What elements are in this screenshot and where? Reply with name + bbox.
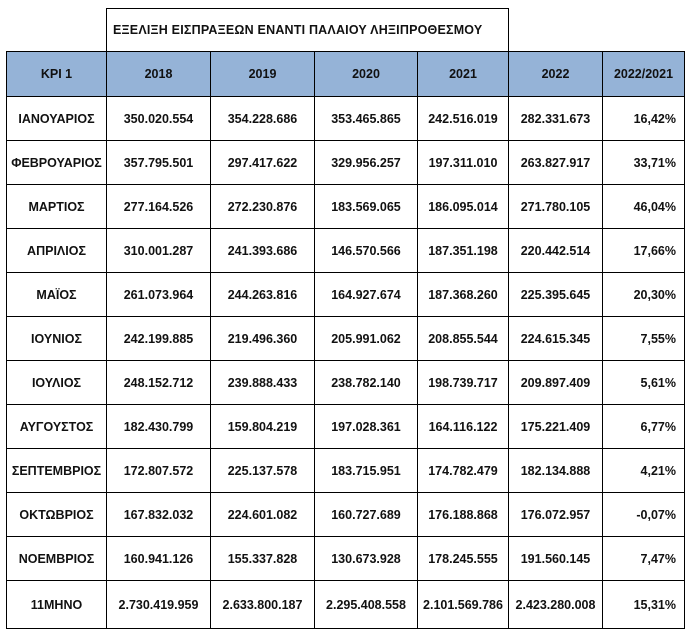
cell-month: ΜΑΪΟΣ <box>7 273 107 317</box>
cell-year-2019: 224.601.082 <box>211 493 315 537</box>
cell-year-2020: 146.570.566 <box>315 229 418 273</box>
cell-month: ΟΚΤΩΒΡΙΟΣ <box>7 493 107 537</box>
cell-year-2019: 225.137.578 <box>211 449 315 493</box>
cell-change: 5,61% <box>603 361 685 405</box>
cell-year-2018: 248.152.712 <box>107 361 211 405</box>
cell-change: 16,42% <box>603 97 685 141</box>
cell-change: -0,07% <box>603 493 685 537</box>
cell-month: ΦΕΒΡΟΥΑΡΙΟΣ <box>7 141 107 185</box>
cell-month: 11ΜΗΝΟ <box>7 581 107 629</box>
table-row <box>7 141 685 185</box>
table-row <box>7 361 685 405</box>
cell-year-2020: 329.956.257 <box>315 141 418 185</box>
cell-year-2022: 271.780.105 <box>509 185 603 229</box>
cell-year-2020: 2.295.408.558 <box>315 581 418 629</box>
table-row <box>7 229 685 273</box>
cell-year-2018: 242.199.885 <box>107 317 211 361</box>
header-2021: 2021 <box>418 52 509 97</box>
header-change: 2022/2021 <box>603 52 685 97</box>
cell-year-2020: 164.927.674 <box>315 273 418 317</box>
cell-year-2019: 297.417.622 <box>211 141 315 185</box>
cell-year-2020: 238.782.140 <box>315 361 418 405</box>
total-row <box>7 581 685 629</box>
cell-year-2020: 353.465.865 <box>315 97 418 141</box>
header-row <box>7 52 685 97</box>
cell-year-2022: 209.897.409 <box>509 361 603 405</box>
cell-year-2021: 176.188.868 <box>418 493 509 537</box>
cell-change: 6,77% <box>603 405 685 449</box>
cell-year-2019: 219.496.360 <box>211 317 315 361</box>
cell-year-2021: 186.095.014 <box>418 185 509 229</box>
table-row <box>7 185 685 229</box>
cell-change: 7,47% <box>603 537 685 581</box>
cell-year-2021: 2.101.569.786 <box>418 581 509 629</box>
cell-year-2018: 172.807.572 <box>107 449 211 493</box>
cell-year-2022: 2.423.280.008 <box>509 581 603 629</box>
cell-year-2020: 197.028.361 <box>315 405 418 449</box>
cell-year-2022: 282.331.673 <box>509 97 603 141</box>
title-spacer <box>7 9 107 52</box>
cell-year-2019: 272.230.876 <box>211 185 315 229</box>
header-2022: 2022 <box>509 52 603 97</box>
cell-year-2018: 277.164.526 <box>107 185 211 229</box>
cell-change: 4,21% <box>603 449 685 493</box>
cell-year-2020: 130.673.928 <box>315 537 418 581</box>
cell-year-2022: 191.560.145 <box>509 537 603 581</box>
cell-month: ΙΟΥΛΙΟΣ <box>7 361 107 405</box>
collections-table <box>6 8 685 629</box>
cell-year-2022: 224.615.345 <box>509 317 603 361</box>
cell-year-2021: 164.116.122 <box>418 405 509 449</box>
cell-change: 17,66% <box>603 229 685 273</box>
cell-year-2020: 183.715.951 <box>315 449 418 493</box>
table-row <box>7 97 685 141</box>
cell-year-2021: 187.351.198 <box>418 229 509 273</box>
cell-year-2021: 197.311.010 <box>418 141 509 185</box>
table-title <box>107 9 509 52</box>
cell-year-2022: 220.442.514 <box>509 229 603 273</box>
header-2020: 2020 <box>315 52 418 97</box>
cell-year-2022: 182.134.888 <box>509 449 603 493</box>
cell-change: 20,30% <box>603 273 685 317</box>
cell-year-2021: 242.516.019 <box>418 97 509 141</box>
cell-year-2018: 310.001.287 <box>107 229 211 273</box>
cell-year-2019: 155.337.828 <box>211 537 315 581</box>
cell-change: 33,71% <box>603 141 685 185</box>
cell-year-2022: 263.827.917 <box>509 141 603 185</box>
cell-month: ΙΟΥΝΙΟΣ <box>7 317 107 361</box>
cell-year-2018: 357.795.501 <box>107 141 211 185</box>
cell-year-2018: 350.020.554 <box>107 97 211 141</box>
cell-year-2022: 175.221.409 <box>509 405 603 449</box>
title-row <box>7 9 685 52</box>
cell-month: ΑΠΡΙΛΙΟΣ <box>7 229 107 273</box>
cell-year-2019: 241.393.686 <box>211 229 315 273</box>
cell-year-2020: 160.727.689 <box>315 493 418 537</box>
cell-change: 7,55% <box>603 317 685 361</box>
cell-year-2021: 187.368.260 <box>418 273 509 317</box>
cell-year-2019: 244.263.816 <box>211 273 315 317</box>
header-kpi: ΚΡΙ 1 <box>7 52 107 97</box>
cell-year-2018: 261.073.964 <box>107 273 211 317</box>
cell-year-2022: 176.072.957 <box>509 493 603 537</box>
title-gap <box>509 9 685 52</box>
cell-year-2020: 183.569.065 <box>315 185 418 229</box>
cell-change: 15,31% <box>603 581 685 629</box>
table-row <box>7 449 685 493</box>
cell-year-2018: 2.730.419.959 <box>107 581 211 629</box>
cell-year-2021: 178.245.555 <box>418 537 509 581</box>
cell-year-2021: 174.782.479 <box>418 449 509 493</box>
cell-year-2020: 205.991.062 <box>315 317 418 361</box>
table-row <box>7 405 685 449</box>
cell-year-2021: 198.739.717 <box>418 361 509 405</box>
cell-year-2022: 225.395.645 <box>509 273 603 317</box>
cell-year-2018: 160.941.126 <box>107 537 211 581</box>
cell-year-2019: 159.804.219 <box>211 405 315 449</box>
cell-month: ΣΕΠΤΕΜΒΡΙΟΣ <box>7 449 107 493</box>
cell-year-2018: 182.430.799 <box>107 405 211 449</box>
cell-year-2019: 239.888.433 <box>211 361 315 405</box>
header-2018: 2018 <box>107 52 211 97</box>
header-2019: 2019 <box>211 52 315 97</box>
table-title-text: ΕΞΕΛΙΞΗ ΕΙΣΠΡΑΞΕΩΝ ΕΝΑΝΤΙ ΠΑΛΑΙΟΥ ΛΗΞΙΠΡΟΘΕΣΜΟΥ <box>113 23 483 37</box>
cell-year-2019: 354.228.686 <box>211 97 315 141</box>
cell-month: ΝΟΕΜΒΡΙΟΣ <box>7 537 107 581</box>
cell-year-2018: 167.832.032 <box>107 493 211 537</box>
cell-change: 46,04% <box>603 185 685 229</box>
cell-month: ΙΑΝΟΥΑΡΙΟΣ <box>7 97 107 141</box>
cell-year-2021: 208.855.544 <box>418 317 509 361</box>
cell-month: ΑΥΓΟΥΣΤΟΣ <box>7 405 107 449</box>
cell-month: ΜΑΡΤΙΟΣ <box>7 185 107 229</box>
cell-year-2019: 2.633.800.187 <box>211 581 315 629</box>
table-row <box>7 537 685 581</box>
table-row <box>7 273 685 317</box>
table-row <box>7 317 685 361</box>
table-row <box>7 493 685 537</box>
